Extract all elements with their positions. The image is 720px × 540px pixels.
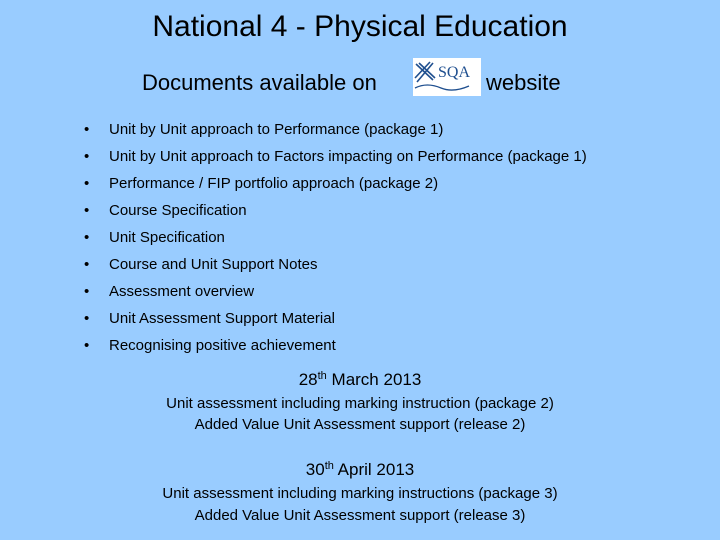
sqa-logo	[413, 58, 481, 96]
release-ordinal: th	[317, 370, 327, 382]
list-item	[0, 197, 720, 224]
document-title: Assessment overview	[109, 283, 255, 300]
documents-list	[0, 116, 720, 359]
document-title: Unit by Unit approach to Performance (package 1)	[109, 121, 444, 138]
list-item	[0, 143, 720, 170]
list-item	[0, 332, 720, 359]
list-item	[0, 224, 720, 251]
release-day: 30	[305, 460, 325, 479]
release-month-year: April 2013	[337, 460, 415, 479]
sqa-logo-graphic	[413, 58, 481, 96]
document-title: Recognising positive achievement	[109, 337, 336, 354]
bullet-icon: •	[84, 175, 90, 192]
release-date-1	[0, 369, 720, 391]
release-1-item: Added Value Unit Assessment support (release 2)	[194, 416, 526, 433]
list-item	[0, 278, 720, 305]
bullet-icon: •	[84, 229, 90, 246]
sqa-logo-text: SQA	[438, 64, 471, 81]
release-2-item: Added Value Unit Assessment support (release 3)	[194, 507, 526, 524]
bullet-icon: •	[84, 202, 90, 219]
page-title: National 4 - Physical Education	[152, 10, 568, 43]
bullet-icon: •	[84, 121, 90, 138]
list-item	[0, 305, 720, 332]
release-month-year: March 2013	[331, 370, 422, 389]
release-1-item: Unit assessment including marking instruction (package 2)	[166, 395, 554, 412]
list-item	[0, 116, 720, 143]
document-title: Unit by Unit approach to Factors impacting on Performance (package 1)	[109, 148, 587, 165]
document-title: Course Specification	[109, 202, 247, 219]
release-ordinal: th	[324, 460, 334, 472]
list-item	[0, 170, 720, 197]
release-date-2	[0, 459, 720, 481]
release-day: 28	[298, 370, 318, 389]
bullet-icon: •	[84, 337, 90, 354]
document-title: Performance / FIP portfolio approach (package 2)	[109, 175, 439, 192]
bullet-icon: •	[84, 148, 90, 165]
list-item	[0, 251, 720, 278]
document-title: Unit Specification	[109, 229, 225, 246]
release-2-item: Unit assessment including marking instructions (package 3)	[162, 485, 558, 502]
subtitle-prefix: Documents available on	[142, 70, 377, 95]
subtitle-suffix: website	[486, 70, 561, 95]
bullet-icon: •	[84, 256, 90, 273]
document-title: Course and Unit Support Notes	[109, 256, 318, 273]
document-title: Unit Assessment Support Material	[109, 310, 335, 327]
bullet-icon: •	[84, 283, 90, 300]
bullet-icon: •	[84, 310, 90, 327]
